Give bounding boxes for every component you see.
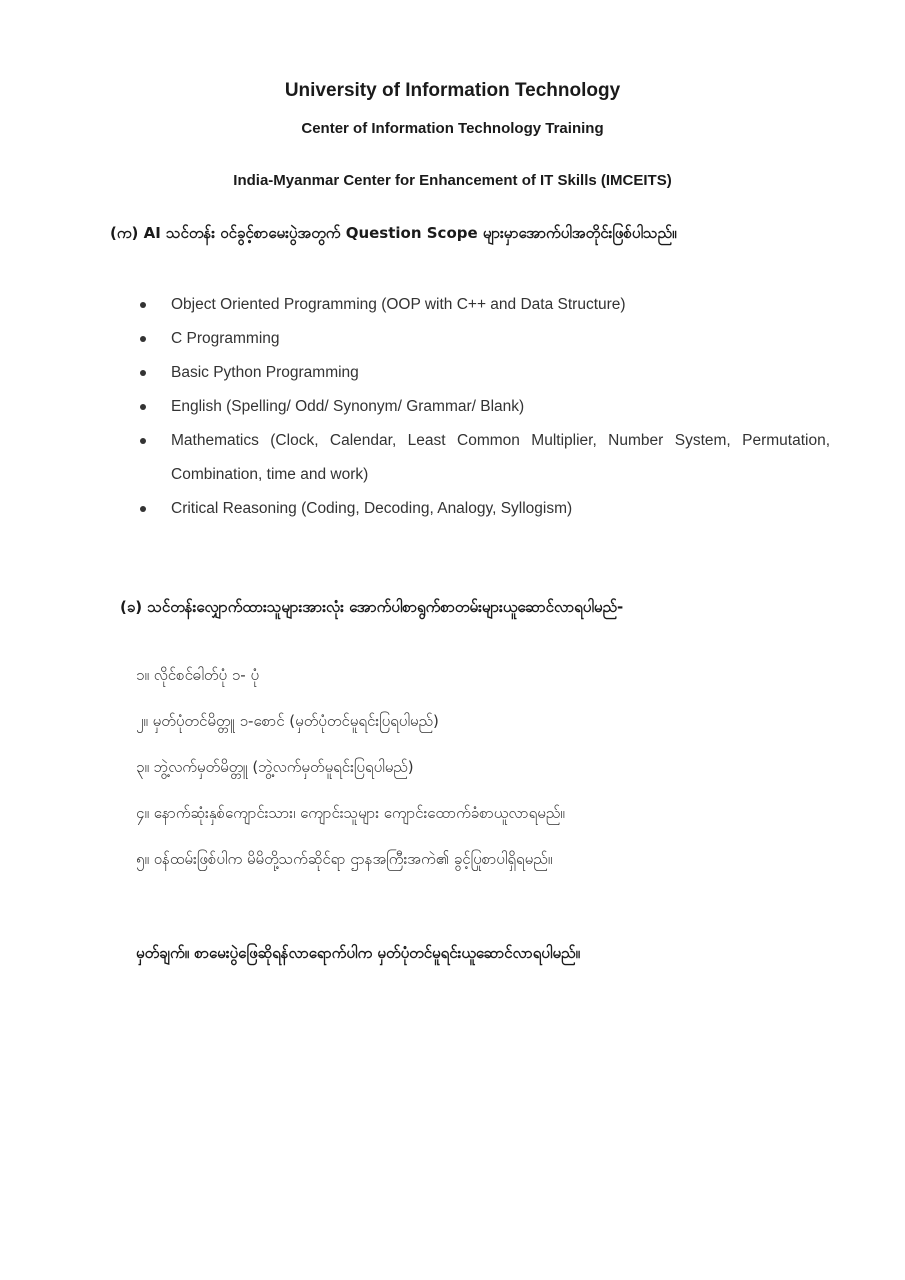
note-text: မှတ်ချက်။ စာမေးပွဲဖြေဆိုရန်လာရောက်ပါက မှတ်ပုံတင်မူရင်းယူဆောင်လာရပါမည်။ bbox=[136, 944, 581, 962]
bullet-icon bbox=[140, 336, 146, 342]
list-item-text: Mathematics (Clock, Calendar, Least Common Multiplier, Number System, Permutation, Combination, time and work) bbox=[171, 432, 830, 483]
list-item: ၅။ ဝန်ထမ်းဖြစ်ပါက မိမိတို့သက်ဆိုင်ရာ ဌာနအကြီးအကဲ၏ ခွင့်ပြုစာပါရှိရမည်။ bbox=[136, 850, 553, 868]
list-item bbox=[138, 356, 830, 390]
list-item-text: C Programming bbox=[171, 330, 280, 347]
question-scope-list bbox=[138, 288, 830, 526]
list-item bbox=[138, 390, 830, 424]
university-title: University of Information Technology bbox=[284, 80, 621, 101]
list-item-text: Critical Reasoning (Coding, Decoding, Analogy, Syllogism) bbox=[171, 500, 573, 517]
required-documents-list bbox=[136, 660, 776, 890]
bullet-icon bbox=[140, 370, 146, 376]
section-a-heading: (က) AI သင်တန်း ဝင်ခွင့်စာမေးပွဲအတွက် Question Scope များမှာအောက်ပါအတိုင်းဖြစ်ပါသည်။ bbox=[110, 224, 677, 242]
section-b-heading: (ခ) သင်တန်းလျှောက်ထားသူများအားလုံး အောက်ပါစာရွက်စာတမ်းများယူဆောင်လာရပါမည်- bbox=[120, 598, 624, 616]
bullet-icon bbox=[140, 302, 146, 308]
bullet-icon bbox=[140, 506, 146, 512]
list-item: ၁။ လိုင်စင်ဓါတ်ပုံ ၁- ပုံ bbox=[136, 666, 260, 684]
list-item bbox=[138, 322, 830, 356]
list-item-text: English (Spelling/ Odd/ Synonym/ Grammar/ Blank) bbox=[171, 398, 525, 415]
bullet-icon bbox=[140, 404, 146, 410]
list-item-text: Basic Python Programming bbox=[171, 364, 359, 381]
list-item: ၂။ မှတ်ပုံတင်မိတ္တူ ၁-စောင် (မှတ်ပုံတင်မူရင်းပြရပါမည်) bbox=[136, 712, 439, 730]
list-item-text: Object Oriented Programming (OOP with C++ and Data Structure) bbox=[171, 296, 626, 313]
bullet-icon bbox=[140, 438, 146, 444]
list-item bbox=[138, 424, 830, 492]
list-item: ၄။ နောက်ဆုံးနှစ်ကျောင်းသား၊ ကျောင်းသူများ ကျောင်းထောက်ခံစာယူလာရမည်။ bbox=[136, 804, 565, 822]
list-item bbox=[138, 492, 830, 526]
imceits-title: India-Myanmar Center for Enhancement of IT Skills (IMCEITS) bbox=[233, 172, 672, 189]
list-item: ၃။ ဘွဲ့လက်မှတ်မိတ္တူ (ဘွဲ့လက်မှတ်မူရင်းပြရပါမည်) bbox=[136, 758, 414, 776]
center-title: Center of Information Technology Training bbox=[301, 120, 604, 137]
list-item bbox=[138, 288, 830, 322]
